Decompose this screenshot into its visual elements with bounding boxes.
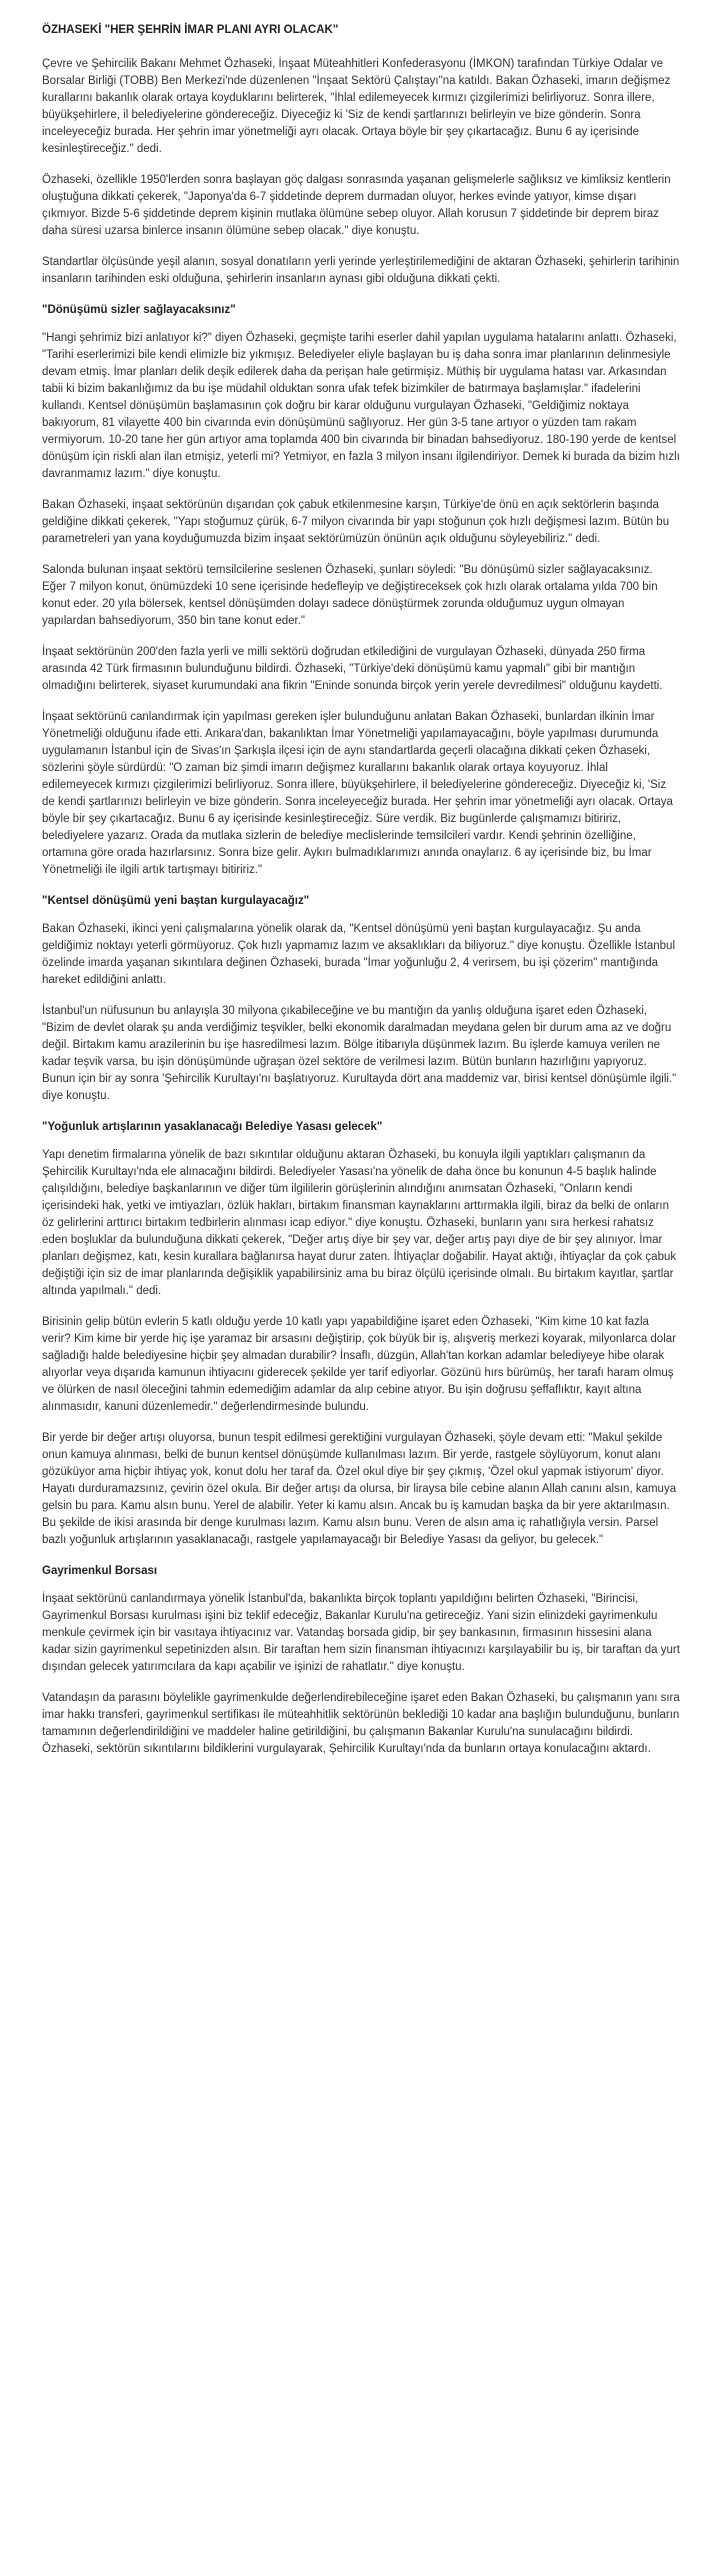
article-headline: ÖZHASEKİ "HER ŞEHRİN İMAR PLANI AYRI OLACAK" — [42, 24, 339, 36]
section-heading: "Kentsel dönüşümü yeni baştan kurgulayacağız" — [42, 895, 310, 907]
paragraph: İstanbul'un nüfusunun bu anlayışla 30 milyona çıkabileceğine ve bu mantığın da yanlış olduğuna işaret eden Özhaseki, "Bizim de devlet olarak şu anda verdiğimiz teşvikler, belki ekonomik daralmadan meydana gelen bir durum ama az ve doğru değil. Birtakım kamu arazilerinin bu işe hasredilmesi lazım. Bölge itibarıyla düşünmek lazım. Bu işlerde kamuya verilen ne kadar teşvik varsa, bu işin dönüşümünde uğraşan özel sektöre de verilmesi lazım. Bütün bunların hazırlığını yapıyoruz. Bunun için bir ay sonra 'Şehircilik Kurultayı'nı başlatıyoruz. Kurultayda dört ana maddemiz var, birisi kentsel dönüşümle ilgili." diye konuştu. — [42, 1005, 677, 1102]
paragraph: Standartlar ölçüsünde yeşil alanın, sosyal donatıların yerli yerinde yerleştirilemediğini de aktaran Özhaseki, şehirlerin tarihinin insanların tarihinden eski olduğuna, şehirlerin insanların aynası gibi olduğuna dikkati çekti. — [42, 256, 680, 285]
section-heading: "Yoğunluk artışlarının yasaklanacağı Belediye Yasası gelecek" — [42, 1121, 383, 1133]
article-body — [42, 56, 680, 1758]
paragraph: Yapı denetim firmalarına yönelik de bazı sıkıntılar olduğunu aktaran Özhaseki, bu konuyla ilgili yaptıkları çalışmanın da Şehircilik Kurultayı'nda ele alınacağını bildirdi. Belediyeler Yasası'na yönelik de daha önce bu konunun 4-5 başlık halinde çalışıldığını, belediye başkanlarının ve diğer tüm ilgililerin görüşlerinin alındığını anımsatan Özhaseki, "Onların kendi içerisindeki hak, yetki ve imtiyazları, özlük hakları, birtakım finansman kaynaklarını arttırmakla ilgili, biraz da belki de onların öz gelirlerini arttırıcı birtakım tedbirlerin alınması icap ediyor." diye konuştu. Özhaseki, bunların yanı sıra herkesi rahatsız eden boşluklar da bulunduğuna dikkati çekerek, "Değer artış diye bir şey var, değer artış payı diye de bir şey alınıyor. İmar planları değişmez, katı, kesin kurallara bağlanırsa hayat durur zaten. İhtiyaçlar doğabilir. Hayat aktığı, ihtiyaçlar da çok çabuk değiştiği için siz de imar planlarında değişiklik yapabilirsiniz ama bu biraz ölçülü içerisinde olmalı. Bu birtakım kayıtlar, şartlar altında yapılmalı." dedi. — [42, 1149, 677, 1297]
paragraph: Salonda bulunan inşaat sektörü temsilcilerine seslenen Özhaseki, şunları söyledi: "Bu dönüşümü sizler sağlayacaksınız. Eğer 7 milyon konut, önümüzdeki 10 sene içerisinde hedefleyip ve değiştireceksek çok hızlı olarak ortalama yılda 700 bin konut eder. 20 yıla bölersek, kentsel dönüşümden dolayı sadece dönüştürmek zorunda olduğumuz uygun olmayan yapılardan bahsediyorum, 350 bin tane konut eder." — [42, 564, 658, 627]
paragraph: Bakan Özhaseki, ikinci yeni çalışmalarına yönelik olarak da, "Kentsel dönüşümü yeni baştan kurgulayacağız. Şu anda geldiğimiz noktayı yeterli görmüyoruz. Çok hızlı yapmamız lazım ve aksaklıkları da biliyoruz." diye konuştu. Özellikle İstanbul özelinde imarda yaşanan sıkıntılara değinen Özhaseki, burada "İmar yoğunluğu 2, 4 verirsem, bu işi çözerim" mantığında hareket edildiğini anlattı. — [42, 923, 675, 986]
paragraph: Bir yerde bir değer artışı oluyorsa, bunun tespit edilmesi gerektiğini vurgulayan Özhaseki, şöyle devam etti: "Makul şekilde onun kamuya alınması, belki de bunun kentsel dönüşümde kullanılması lazım. Bir yerde, rastgele söylüyorum, konut alanı gözüküyor ama hiçbir ihtiyaç yok, konut dolu her taraf da. Özel okul diye bir şey çıkmış, 'Özel okul yapmak istiyorum' diyor. Hayatı durduramazsınız, çevirin özel okula. Bir değer artışı da olursa, bir liraysa bile cebine alanın Allah canını alsın, kamuya gelsin bu para. Kamu alsın bunu. Yerel de alabilir. Yeter ki kamu alsın. Ancak bu iş kamudan başka da bir yere aktarılmasın. Bu şekilde de ikisi arasında bir denge kurulması lazım. Kamu alsın bunu. Veren de alsın ama iç rahatlığıyla versin. Parsel bazlı yoğunluk artışlarının yasaklanacağı, rastgele yapılamayacağı bir Belediye Yasası da geliyor, bu gelecek." — [42, 1432, 677, 1546]
section-heading: Gayrimenkul Borsası — [42, 1565, 158, 1577]
paragraph: "Hangi şehrimiz bizi anlatıyor ki?" diyen Özhaseki, geçmişte tarihi eserler dahil yapılan uygulama hatalarını anlattı. Özhaseki, "Tarihi eserlerimizi bile kendi elimizle biz yıkmışız. Belediyeler eliyle başlayan bu iş daha sonra imar planlarının delinmesiyle devam etmiş. İmar planları delik deşik edilerek daha da perişan hale getirmişiz. Müthiş bir uygulama hatası var. Arkasından tabii ki bizim bakanlığımız da bu işe müdahil olduktan sonra ufak tefek bizimkiler de batırmaya başlamışlar." ifadelerini kullandı. Kentsel dönüşümün başlamasının çok doğru bir karar olduğunu vurgulayan Özhaseki, "Geldiğimiz noktaya bakıyorum, 81 vilayette 400 bin civarında evin dönüşümünü sağlıyoruz. Her gün 3-5 tane artıyor o yüzden tam rakam vermiyorum. 10-20 tane her gün artıyor ama toplamda 400 bin civarında bir binadan bahsediyoruz. 180-190 yerde de kentsel dönüşüm için riskli alan ilan etmişiz, yeterli mi? Yetmiyor, en fazla 3 milyon insanı ilgilendiriyor. Demek ki burada da bizim hızlı davranmamız lazım." diye konuştu. — [42, 332, 680, 480]
paragraph: Özhaseki, özellikle 1950'lerden sonra başlayan göç dalgası sonrasında yaşanan gelişmelerle sağlıksız ve kimliksiz kentlerin oluştuğuna dikkati çekerek, "Japonya'da 6-7 şiddetinde deprem durmadan oluyor, herkes evinde yatıyor, kimse dışarı çıkmıyor. Bizde 5-6 şiddetinde deprem kişinin mutlaka ölümüne sebep oluyor. Allah korusun 7 şiddetinde bir deprem biraz daha süresi uzarsa binlerce insanın ölümüne sebep olacak." diye konuştu. — [42, 174, 671, 237]
paragraph: Çevre ve Şehircilik Bakanı Mehmet Özhaseki, İnşaat Müteahhitleri Konfederasyonu (İMKON) tarafından Türkiye Odalar ve Borsalar Birliği (TOBB) Ben Merkezi'nde düzenlenen "İnşaat Sektörü Çalıştayı"na katıldı. Bakan Özhaseki, imarın değişmez kurallarını bakanlık olarak ortaya koyduklarını belirterek, "İhlal edilemeyecek kırmızı çizgilerimizi belirliyoruz. Sonra illere, büyükşehirlere, il belediyelerine göndereceğiz. Diyeceğiz ki 'Siz de kendi şartlarınızı belirleyin ve bize gönderin. Sonra inceleyeceğiz burada. Her şehrin imar yönetmeliği ayrı olacak. Ortaya böyle bir şey çıkartacağız. Bunu 6 ay içerisinde kesinleştireceğiz." dedi. — [42, 58, 671, 155]
paragraph: Bakan Özhaseki, inşaat sektörünün dışarıdan çok çabuk etkilenmesine karşın, Türkiye'de önü en açık sektörlerin başında geldiğine dikkati çekerek, "Yapı stoğumuz çürük, 6-7 milyon civarında bir yapı stoğunun çok hızlı değişmesi lazım. Bütün bu parametreleri yan yana koyduğumuzda bizim inşaat sektörümüzün önünün açık olduğunu söyleyebiliriz." dedi. — [42, 499, 670, 545]
paragraph: İnşaat sektörünü canlandırmaya yönelik İstanbul'da, bakanlıkta birçok toplantı yapıldığını belirten Özhaseki, "Birincisi, Gayrimenkul Borsası kurulması işini biz teklif edeceğiz, Bakanlar Kurulu'na getireceğiz. Yani sizin elinizdeki gayrimenkulu menkule çevirmek için bir vasıtaya ihtiyacınız var. Vatandaş borsada gidip, bir şey bankasının, firmasının hissesini alana kadar sizin gayrimenkul sepetinizden alsın. Bir taraftan hem sizin finansman ihtiyacınızı karşılayabilir bu iş, bir taraftan da yurt dışından gelecek yatırımcılara da kapı açabilir ve işinizi de rahatlatır." diye konuştu. — [42, 1593, 680, 1673]
paragraph: Vatandaşın da parasını böylelikle gayrimenkulde değerlendirebileceğine işaret eden Bakan Özhaseki, bu çalışmanın yanı sıra imar hakkı transferi, gayrimenkul sertifikası ile müteahhitlik sektörünün beklediği 10 kadar ana başlığın bulunduğunu, bunların tamamının değerlendirildiğini ve maddeler haline getirildiğini, bu çalışmanın Bakanlar Kurulu'na sunulacağını bildirdi. Özhaseki, sektörün sıkıntılarını bildiklerini vurgulayarak, Şehircilik Kurultayı'nda da bunların ortaya konulacağını aktardı. — [42, 1692, 680, 1755]
paragraph: Birisinin gelip bütün evlerin 5 katlı olduğu yerde 10 katlı yapı yapabildiğine işaret eden Özhaseki, "Kim kime 10 kat fazla verir? Kim kime bir yerde hiç işe yaramaz bir arsasını değiştirip, çok büyük bir iş, alışveriş merkezi koyarak, milyonlarca dolar sağladığı halde belediyesine hiçbir şey almadan durabilir? İnsaflı, düzgün, Allah'tan korkan adamlar belediyeye hibe olarak alıyorlar veya dışarıda kamunun ihtiyacını giderecek şekilde yer tarif ediyorlar. Gözünü hırs bürümüş, her tarafı haram olmuş ve ölürken de nasıl öleceğini tahmin edemediğim adamlar da alıp cebine atıyor. Bu işin doğrusu şeffaflıktır, kayıt altına alınmasıdır, kanuni düzenlemedir." değerlendirmesinde bulundu. — [42, 1316, 676, 1413]
paragraph: İnşaat sektörünün 200'den fazla yerli ve milli sektörü doğrudan etkilediğini de vurgulayan Özhaseki, dünyada 250 firma arasında 42 Türk firmasının bulunduğunu bildirdi. Özhaseki, "Türkiye'deki dönüşümü kamu yapmalı" gibi bir mantığın olmadığını belirterek, siyaset kurumundaki ana fikrin "Eninde sonunda birçok yerin yerele devredilmesi" olduğunu kaydetti. — [42, 646, 663, 692]
section-heading: "Dönüşümü sizler sağlayacaksınız" — [42, 304, 236, 316]
paragraph: İnşaat sektörünü canlandırmak için yapılması gereken işler bulunduğunu anlatan Bakan Özhaseki, bunlardan ilkinin İmar Yönetmeliği olduğunu ifade etti. Ankara'dan, bakanlıktan İmar Yönetmeliği yapılamayacağını, böyle yapılması durumunda uygulamanın İstanbul için de Sivas'ın Şarkışla ilçesi için de aynı standartlarda geçerli olacağına dikkati çeken Özhaseki, sözlerini şöyle sürdürdü: "O zaman biz şimdi imarın değişmez kurallarını bakanlık olarak ortaya koyuyoruz. İhlal edilemeyecek kırmızı çizgilerimizi belirliyoruz. Sonra illere, büyükşehirlere, il belediyelerine göndereceğiz. Diyeceğiz ki, 'Siz de kendi şartlarınızı belirleyin ve bize gönderin. Sonra inceleyeceğiz burada. Her şehrin imar yönetmeliği ayrı olacak. Ortaya böyle bir şey çıkartacağız. Bunu 6 ay içerisinde kesinleştireceğiz. Süre verdik. Biz bugünlerde çalışmamızı bitiririz, belediyelere yazarız. Orada da mutlaka sizlerin de belediye meclislerinde temsilcileri vardır. Kendi şehrinin özelliğine, ortamına göre orada hazırlarsınız. Sonra bize gelir. Aykırı bulmadıklarımızı anında onaylarız. 6 ay içerisinde biz, bu İmar Yönetmeliği ile ilgili artık tartışmayı bitiririz." — [42, 711, 673, 876]
